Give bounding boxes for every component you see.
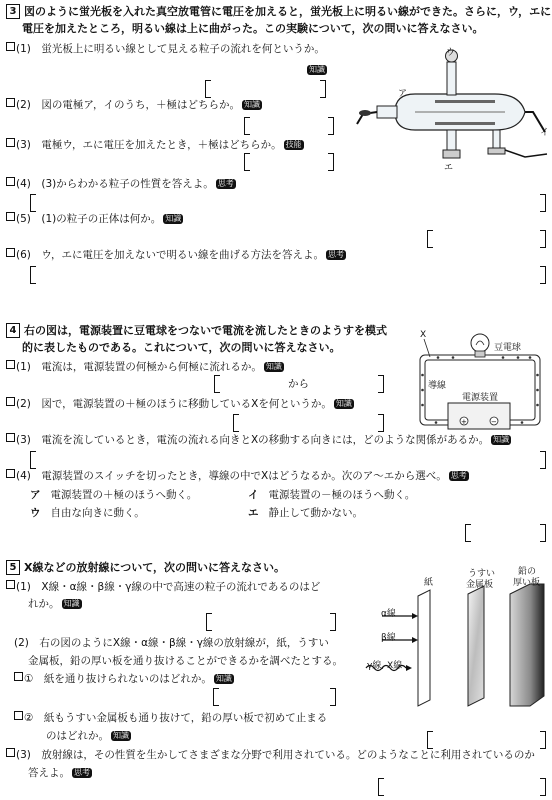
svg-text:+: + <box>461 418 467 426</box>
s5-q2a: ① 紙を通り抜けられないのはどれか。 知識 <box>14 672 234 687</box>
label-lead2: 厚い板 <box>513 578 541 588</box>
answer-bracket-right[interactable] <box>378 414 384 432</box>
tube-top-port <box>447 62 456 95</box>
clip-a <box>359 110 371 116</box>
s4-q4: (4) 電源装置のスイッチを切ったとき，導線の中でXはどうなるか。次のア～エから選べ。 思考 <box>6 469 469 484</box>
answer-bracket-right[interactable] <box>540 230 546 248</box>
tag-knowledge: 知識 <box>335 399 352 408</box>
bottom-electrode <box>443 150 460 158</box>
paper-plate <box>418 590 430 706</box>
label-beta: β線 <box>381 633 396 643</box>
checkbox[interactable] <box>14 672 23 681</box>
s4-q2: (2) 図で，電源装置の＋極のほうに移動しているXを何というか。 知識 <box>6 397 354 412</box>
s5-q3-line2: 答えよ。 思考 <box>28 767 90 779</box>
checkbox[interactable] <box>6 397 15 406</box>
checkbox[interactable] <box>6 98 15 107</box>
choice-a: ア 電源装置の＋極のほうへ動く。 <box>30 489 198 501</box>
plate-u <box>435 100 495 103</box>
tag-knowledge: 知識 <box>309 65 325 74</box>
checkbox[interactable] <box>6 433 15 442</box>
answer-bracket-right[interactable] <box>540 451 546 469</box>
s5-q1-line2: れか。 知識 <box>28 598 80 610</box>
answer-bracket-right[interactable] <box>378 375 384 393</box>
power-supply <box>448 403 510 429</box>
label-thin2: 金属板 <box>466 580 494 590</box>
answer-bracket-right[interactable] <box>320 80 326 98</box>
choice-i: イ 電源装置の－極のほうへ動く。 <box>248 489 416 501</box>
label-e: エ <box>444 163 454 173</box>
answer-bracket-left <box>30 266 36 284</box>
checkbox[interactable] <box>6 248 15 257</box>
answer-bracket-left <box>30 451 36 469</box>
answer-bracket-left <box>465 524 471 542</box>
choice-u: ウ 自由な向きに動く。 <box>30 507 145 519</box>
svg-text:−: − <box>491 418 497 426</box>
tag-knowledge: 知識 <box>63 599 80 608</box>
tag-thinking: 思考 <box>74 768 90 777</box>
tube-bottom-port <box>447 130 456 152</box>
checkbox[interactable] <box>6 212 15 221</box>
checkbox[interactable] <box>14 711 23 720</box>
s5-q2b-line2: のはどれか。 知識 <box>46 730 129 742</box>
label-gamma-x: γ線, X線 <box>367 661 403 671</box>
label-alpha: α線 <box>381 609 396 619</box>
tag-knowledge: 知識 <box>493 435 510 444</box>
answer-bracket-left <box>206 613 212 631</box>
section-number: 4 <box>6 323 20 338</box>
label-u: ウ <box>446 48 456 58</box>
answer-bracket-left <box>213 688 219 706</box>
answer-bracket-left <box>244 117 250 135</box>
answer-bracket-left <box>233 414 239 432</box>
answer-bracket-right[interactable] <box>540 266 546 284</box>
radiation-figure <box>360 576 550 716</box>
choice-e: エ 静止して動かない。 <box>248 507 363 519</box>
checkbox[interactable] <box>6 580 15 589</box>
label-a: ア <box>398 89 408 99</box>
answer-bracket-left <box>427 731 433 749</box>
s5-q1-line1: (1) X線・α線・β線・γ線の中で高速の粒子の流れであるのはど <box>6 580 320 595</box>
checkbox[interactable] <box>6 360 15 369</box>
label-thin1: うすい <box>468 569 496 579</box>
label-power: 電源装置 <box>462 393 499 403</box>
checkbox[interactable] <box>6 42 15 51</box>
lead-plate <box>510 584 544 706</box>
answer-bracket-left <box>214 375 220 393</box>
s4-header-line1: 4 右の図は，電源装置に豆電球をつないで電流を流したときのようすを模式 <box>6 323 387 339</box>
s3-header-line1 <box>6 4 551 20</box>
label-lead1: 鉛の <box>518 567 537 577</box>
checkbox[interactable] <box>6 138 15 147</box>
label-x: X <box>420 330 427 340</box>
answer-bracket-left <box>427 230 433 248</box>
tag-knowledge: 知識 <box>165 214 182 223</box>
answer-bracket-right[interactable] <box>330 613 336 631</box>
s3-q2: (2) 図の電極ア，イのうち，＋極はどちらか。 知識 <box>6 98 262 113</box>
checkbox[interactable] <box>6 748 15 757</box>
s3-head-text: 図のように蛍光板を入れた真空放電管に電圧を加えると，蛍光板上に明るい線ができた。さらに，ウ，エに <box>24 5 552 18</box>
checkbox[interactable] <box>6 177 15 186</box>
s3-q1: (1) 蛍光板上に明るい線として見える粒子の流れを何というか。 <box>6 42 325 57</box>
s5-q2-line2: 金属板，鉛の厚い板を通り抜けることができるかを調べたとする。 <box>28 655 343 667</box>
label-paper: 紙 <box>424 578 434 588</box>
answer-bracket-right[interactable] <box>328 117 334 135</box>
tube-left-neck <box>377 106 397 118</box>
s4-header-line2: 的に表したものである。これについて，次の問いに答えなさい。 <box>22 341 341 354</box>
s3-q3: (3) 電極ウ，エに電圧を加えたとき，＋極はどちらか。 技能 <box>6 138 304 153</box>
s3-q5: (5) (1)の粒子の正体は何か。 知識 <box>6 212 183 227</box>
section-number: 3 <box>6 4 20 19</box>
bulb <box>471 334 489 352</box>
checkbox[interactable] <box>6 469 15 478</box>
s3-q6: (6) ウ，エに電圧を加えないで明るい線を曲げる方法を答えよ。 思考 <box>6 248 346 263</box>
answer-bracket-right[interactable] <box>540 778 546 796</box>
tag-knowledge: 知識 <box>215 674 232 683</box>
section-number: 5 <box>6 560 20 575</box>
s4-q1: (1) 電流は，電源装置の何極から何極に流れるか。 知識 <box>6 360 284 375</box>
answer-bracket-right[interactable] <box>540 731 546 749</box>
tag-thinking: 思考 <box>450 471 467 480</box>
s5-q3-line1: (3) 放射線は，その性質を生かしてさまざまな分野で利用されている。どのようなことに利用されているのか <box>6 748 535 763</box>
answer-bracket-left <box>378 778 384 796</box>
tag-knowledge: 知識 <box>265 362 282 371</box>
answer-bracket-right[interactable] <box>330 688 336 706</box>
tag-thinking: 思考 <box>328 250 345 259</box>
s5-q2b-line1: ② 紙もうすい金属板も通り抜けて，鉛の厚い板で初めて止まる <box>14 711 327 726</box>
s5-header: 5 X線などの放射線について，次の問いに答えなさい。 <box>6 560 285 576</box>
label-bulb: 豆電球 <box>494 343 522 353</box>
tag-knowledge: 知識 <box>244 100 261 109</box>
answer-bracket-left <box>244 153 250 171</box>
label-wire: 導線 <box>428 381 447 391</box>
s5-q2-line1: (2) 右の図のようにX線・α線・β線・γ線の放射線が，紙，うすい <box>14 637 329 649</box>
tag-knowledge: 知識 <box>113 731 129 740</box>
s3-q4: (4) (3)からわかる粒子の性質を答えよ。 思考 <box>6 177 236 192</box>
s3-header-line2: 電圧を加えたところ，明るい線は上に曲がった。この実験について，次の問いに答えなさい。 <box>22 22 484 35</box>
answer-bracket-right[interactable] <box>328 153 334 171</box>
tag-skill: 技能 <box>285 140 302 149</box>
answer-bracket-left <box>30 194 36 212</box>
plate-e <box>435 122 495 125</box>
metal-plate <box>468 586 484 706</box>
s4-q3: (3) 電流を流しているとき，電流の流れる向きとXの移動する向きには，どのような関係があるか。 知識 <box>6 433 511 448</box>
label-i: イ <box>540 128 550 138</box>
tag-thinking: 思考 <box>217 179 234 188</box>
answer-bracket-right[interactable] <box>540 194 546 212</box>
answer-bracket-left <box>205 80 211 98</box>
from-label: から <box>288 378 309 390</box>
answer-bracket-right[interactable] <box>540 524 546 542</box>
